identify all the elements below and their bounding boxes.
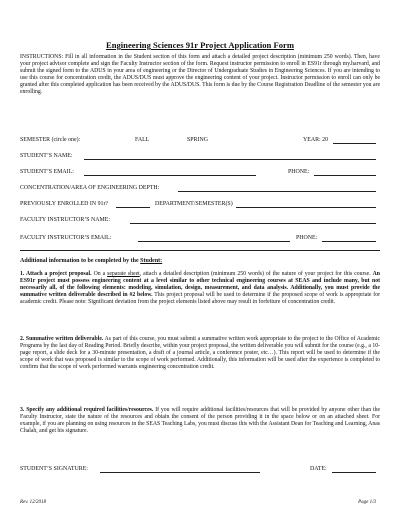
semester-label: SEMESTER (circle one): (20, 137, 81, 143)
item-1-requirements: An ES91r project must possess engineering content at a level similar to other technical engineering courses at SEAS and include many, but not necessarily all, of the following elements: modeling, simulation, design, measurement, and data analysis. Additionally, you must provide the summative written deliverable described in #2 below. (20, 271, 380, 299)
student-email-row (20, 169, 380, 175)
faculty-phone-field[interactable] (322, 236, 376, 242)
semester-row (20, 137, 380, 143)
signature-row (20, 466, 380, 472)
student-email-label: STUDENT’S EMAIL: (20, 169, 74, 175)
faculty-email-label: FACULTY INSTRUCTOR’S EMAIL: (20, 235, 112, 241)
previously-enrolled-row (20, 201, 380, 207)
faculty-name-label: FACULTY INSTRUCTOR’S NAME: (20, 217, 111, 223)
faculty-name-row (20, 217, 380, 223)
separate-sheet-text: separate sheet (107, 271, 140, 277)
item-1-heading: 1. Attach a project proposal. (20, 271, 92, 277)
revision-label: Rev. 12/2018 (20, 500, 47, 505)
year-label: YEAR: 20 (303, 137, 329, 143)
instructions-paragraph: INSTRUCTIONS: Fill in all information in the Student section of this form and attach a detailed project description (minimum 250 words). Then, have your project advisor complete and sign the Faculty Instructor section of the form. Request instructor permission to enroll in ES91r through my.harvard, and submit the signed form to the ADUS in your area of engineering or the Director of Undergraduate Studies in Engineering Sciences. If you are intending to use this course for concentration credit, the ADUS/DUS must approve the engineering content of your project. Instructor permission to enroll can only be granted after this completed application has been received by the ADUS/DUS. This form is due by the Course Registration Deadline of the semester you are enrolling. (20, 54, 380, 96)
item-2-paragraph: 2. Summative written deliverable. As part of this course, you must submit a summative written work appropriate to the project to the Office of Academic Programs by the last day of Reading Period. Briefly describe, within your project proposal, the written deliverable you will submit for the course (e.g., a 10-page report, a slide deck for a 30-minute presentation, a draft of a journal article, a conference poster, etc…). This report will be used to determine if the scope of work that was proposed is similar to the scope of work performed. Additionally, this information will be used after the experience is completed to confirm that the scope of work performed warrants engineering concentration credit. (20, 336, 380, 371)
concentration-label: CONCENTRATION/AREA OF ENGINEERING DEPTH: (20, 185, 160, 191)
form-title: Engineering Sciences 91r Project Application Form (105, 40, 294, 50)
department-field[interactable] (236, 202, 376, 208)
student-word: Student: (140, 258, 163, 264)
student-signature-label: STUDENT’S SIGNATURE: (20, 466, 88, 472)
faculty-email-field[interactable] (138, 236, 290, 242)
student-email-field[interactable] (84, 170, 256, 176)
spring-option[interactable]: SPRING (187, 137, 208, 143)
department-label: DEPARTMENT/SEMESTER(S) (155, 201, 233, 207)
item-2-heading: 2. Summative written deliverable. (20, 336, 104, 342)
previously-enrolled-label: PREVIOUSLY ENROLLED IN 91r? (20, 201, 109, 207)
faculty-phone-label: PHONE: (296, 235, 318, 241)
faculty-email-row (20, 235, 380, 241)
item-3-paragraph: 3. Specify any additional required facilities/resources. If you will require additional facilities/resources that will be provided by anyone other than the Faculty Instructor, state the nature of the resources and obtain the consent of the person providing it in the space below or on an attached sheet. For example, if you are planning on using resources in the SEAS Teaching Labs, you must discuss this with the Assistant Dean for Teaching and Learning, Anas Chalah, and get his signature. (20, 407, 381, 435)
student-name-label: STUDENT’S NAME: (20, 153, 73, 159)
concentration-field[interactable] (178, 186, 376, 192)
page-number: Page 1/3 (358, 500, 376, 505)
student-section-heading: Additional information to be completed by the Student: (20, 258, 163, 264)
date-label: DATE: (310, 466, 327, 472)
faculty-name-field[interactable] (130, 218, 376, 224)
phone-label: PHONE: (288, 169, 310, 175)
student-name-row (20, 153, 380, 159)
date-field[interactable] (332, 467, 376, 473)
student-name-field[interactable] (84, 154, 376, 160)
section-divider (20, 250, 380, 251)
application-form-page (20, 0, 380, 518)
item-3-heading: 3. Specify any additional required facilities/resources. (20, 407, 154, 413)
previously-enrolled-field[interactable] (116, 202, 150, 208)
concentration-row (20, 185, 380, 191)
student-signature-field[interactable] (100, 467, 260, 473)
phone-field[interactable] (314, 170, 376, 176)
fall-option[interactable]: FALL (135, 137, 150, 143)
item-1-paragraph: 1. Attach a project proposal. On a separate sheet, attach a detailed description (minimum 250 words) of the nature of your project for this course. An ES91r project must possess engineering content at a level similar to other technical engineering courses at SEAS and include many, but not necessarily all, of the following elements: modeling, simulation, design, measurement, and data analysis. Additionally, you must provide the summative written deliverable described in #2 below. This project proposal will be used to determine if the proposed scope of work is appropriate for academic credit. Please note: Significant deviation from the project elements listed above may result in forfeiture of concentration credit. (20, 271, 381, 306)
year-field[interactable] (333, 138, 376, 144)
